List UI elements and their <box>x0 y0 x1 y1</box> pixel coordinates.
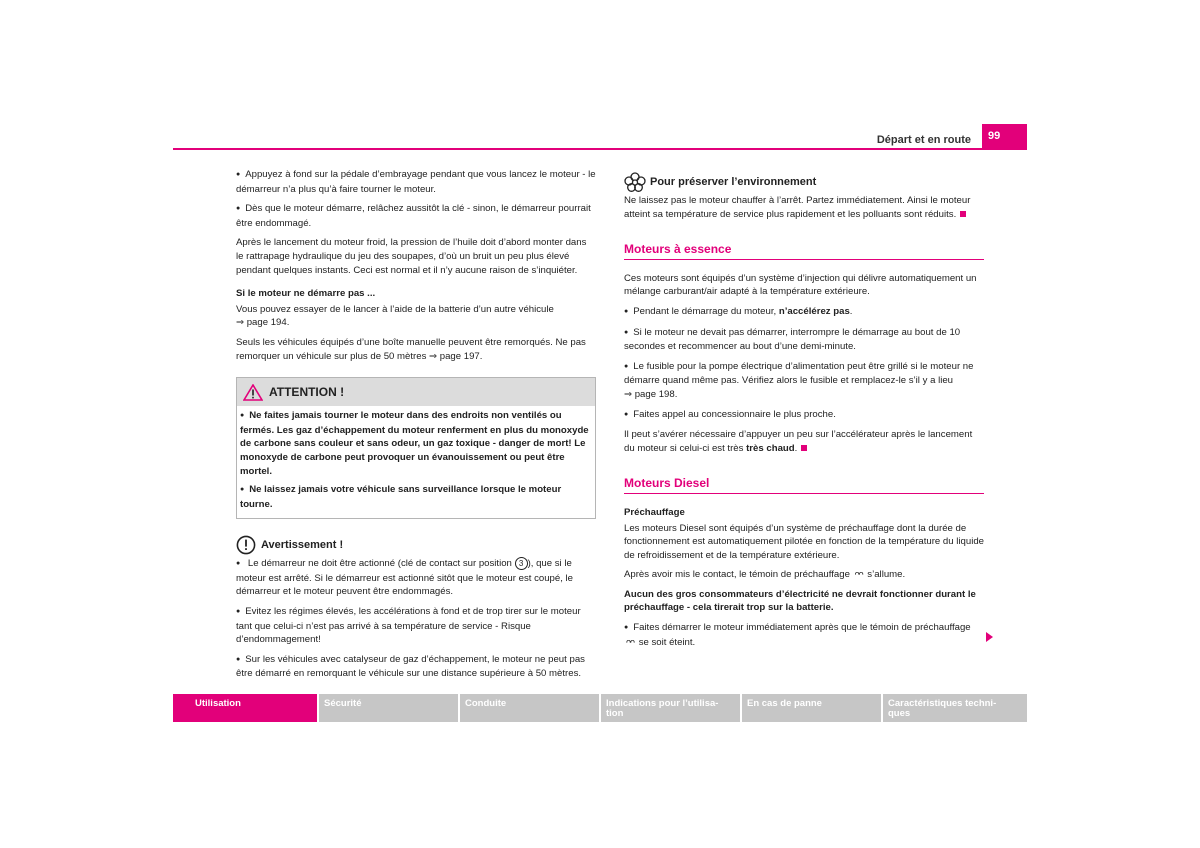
attention-item: ● Ne laissez jamais votre véhicule sans surveillance lorsque le moteur tourne. <box>240 483 592 511</box>
attention-body <box>237 406 595 518</box>
attention-box <box>236 377 596 519</box>
bullet-text: Le fusible pour la pompe électrique d’alimentation peut être grillé si le moteur ne démarre quand même pas. Vérifiez alors le fusible et remplacez-le s’il y a lieu <box>624 360 974 387</box>
paragraph-text: Il peut s’avérer nécessaire d’appuyer un peu sur l’accélérateur après le lancement du moteur si celui-ci est très <box>624 429 973 454</box>
bullet-item <box>624 621 984 649</box>
note-item: ● Evitez les régimes élevés, les accélérations à fond et de trop tirer sur le moteur tant que celui-ci n’est pas arrivé à sa température de service - Risque d’endommagement! <box>236 605 596 647</box>
paragraph: Après le lancement du moteur froid, la pression de l’huile doit d’abord monter dans le rattrapage hydraulique du jeu des soupapes, d’où un bruit un peu plus élevé pendant quelques instants. Ceci est normal et il n’y aucune raison de s’inquiéter. <box>236 237 587 276</box>
paragraph-text: Ne laissez pas le moteur chauffer à l’arrêt. Partez immédiatement. Ainsi le moteur atteint sa température de service plus rapidement et les polluants sont réduits. <box>624 195 971 220</box>
bullet-item: ● Dès que le moteur démarre, relâchez aussitôt la clé - sinon, le démarreur pourrait être endommagé. <box>236 202 596 230</box>
bullet-item: ● Pendant le démarrage du moteur, n’accélérez pas. <box>624 305 984 320</box>
subheading: Préchauffage <box>624 506 685 518</box>
page-reference-link[interactable]: ⇒ page 194. <box>236 317 290 329</box>
footer-tab-panne[interactable]: En cas de panne <box>742 694 881 722</box>
bold-text: très chaud <box>746 442 795 454</box>
footer-tab-caracteristiques[interactable]: Caractéristiques techni- ques <box>883 694 1027 722</box>
glow-plug-icon: ᴖᴖ <box>854 569 863 580</box>
bullet-text: Pendant le démarrage du moteur, <box>633 305 777 317</box>
bullet-text: Faites démarrer le moteur immédiatement après que le témoin de préchauffage <box>633 622 971 634</box>
note-item: ● Sur les véhicules avec catalyseur de gaz d’échappement, le moteur ne peut pas être démarré en remorquant le véhicule sur une distance supérieure à 50 mètres. <box>236 653 596 681</box>
paragraph-text: Vous pouvez essayer de le lancer à l’aide de la batterie d’un autre véhicule <box>236 303 554 315</box>
footer-tab-securite[interactable]: Sécurité <box>319 694 458 722</box>
paragraph <box>236 336 596 363</box>
note-title: Avertissement ! <box>261 539 344 552</box>
paragraph: Les moteurs Diesel sont équipés d’un système de préchauffage dont la durée de fonctionnement est automatiquement pilotée en fonction de la température du liquide de refroidissement et de la température extérieure. <box>624 522 984 561</box>
bullet-item: ● Faites appel au concessionnaire le plus proche. <box>624 408 984 423</box>
paragraph <box>624 194 984 221</box>
bold-text: n’accélérez pas <box>778 305 850 317</box>
footer-navigation <box>173 694 1027 722</box>
page-reference-link[interactable]: ⇒ page 198. <box>624 388 678 400</box>
footer-tab-conduite[interactable]: Conduite <box>460 694 599 722</box>
bold-paragraph: Aucun des gros consommateurs d’électricité ne devrait fonctionner durant le préchauffage - cela tirerait trop sur la batterie. <box>624 588 976 614</box>
attention-item: ● Ne faites jamais tourner le moteur dans des endroits non ventilés ou fermés. Les gaz d’échappement du moteur renferment en plus du monoxyde de carbone sans couleur et sans odeur, un gaz toxique - danger de mort! Le monoxyde de carbone peut provoquer un évanouissement ou peut être mortel. <box>240 409 592 478</box>
note-item <box>236 557 596 599</box>
next-page-arrow-icon[interactable] <box>986 632 993 642</box>
paragraph <box>624 568 984 582</box>
note-header <box>236 535 596 555</box>
warning-triangle-icon <box>243 385 269 399</box>
bullet-item: ● Si le moteur ne devait pas démarrer, interrompre le démarrage au bout de 10 secondes et recommencer au bout d’une demi-minute. <box>624 326 984 354</box>
page-number: 99 <box>982 124 1027 149</box>
note-text: Le démarreur ne doit être actionné (clé de contact sur position <box>247 558 512 570</box>
left-column <box>236 168 596 687</box>
paragraph: Ces moteurs sont équipés d’un système d’injection qui délivre automatiquement un mélange carburant/air adapté à la température extérieure. <box>624 272 977 298</box>
right-column <box>624 168 984 655</box>
footer-tab-utilisation[interactable]: Utilisation <box>173 694 317 722</box>
paragraph-text: s’allume. <box>867 569 906 581</box>
exclamation-circle-icon <box>236 539 261 551</box>
subheading: Si le moteur ne démarre pas ... <box>236 288 376 300</box>
ignition-position-badge: 3 <box>515 557 528 570</box>
note-text: ), que si le moteur est arrêté. Si le démarreur est actionné sitôt que le moteur est coupé, le démarreur et le moteur peuvent être endommagés. <box>236 558 574 598</box>
paragraph-text: Après avoir mis le contact, le témoin de préchauffage <box>624 569 850 581</box>
chapter-title: Départ et en route <box>876 134 971 146</box>
section-title-diesel: Moteurs Diesel <box>624 477 984 494</box>
header-rule <box>173 148 1027 150</box>
page-reference-link[interactable]: ⇒ page 197. <box>429 350 483 362</box>
footer-tab-indications[interactable]: Indications pour l’utilisa- tion <box>601 694 740 722</box>
paragraph <box>236 303 596 330</box>
bullet-text: se soit éteint. <box>638 636 696 648</box>
bullet-item: ● Appuyez à fond sur la pédale d’embrayage pendant que vous lancez le moteur - le démarreur n’a plus qu’à faire tourner le moteur. <box>236 168 596 196</box>
bullet-item <box>624 360 984 402</box>
end-marker-icon <box>960 211 966 217</box>
paragraph: Il peut s’avérer nécessaire d’appuyer un peu sur l’accélérateur après le lancement du moteur si celui-ci est très très chaud. <box>624 429 973 454</box>
flower-icon <box>624 176 650 188</box>
glow-plug-icon: ᴖᴖ <box>626 636 635 647</box>
attention-title: ATTENTION ! <box>269 385 345 400</box>
section-title-essence: Moteurs à essence <box>624 243 984 260</box>
attention-header <box>237 378 595 406</box>
environment-header <box>624 172 984 192</box>
paragraph-text: Seuls les véhicules équipés d’une boîte manuelle peuvent être remorqués. Ne pas remorquer un véhicule sur plus de 50 mètres <box>236 336 586 362</box>
end-marker-icon <box>801 445 807 451</box>
environment-title: Pour préserver l’environnement <box>650 175 817 188</box>
